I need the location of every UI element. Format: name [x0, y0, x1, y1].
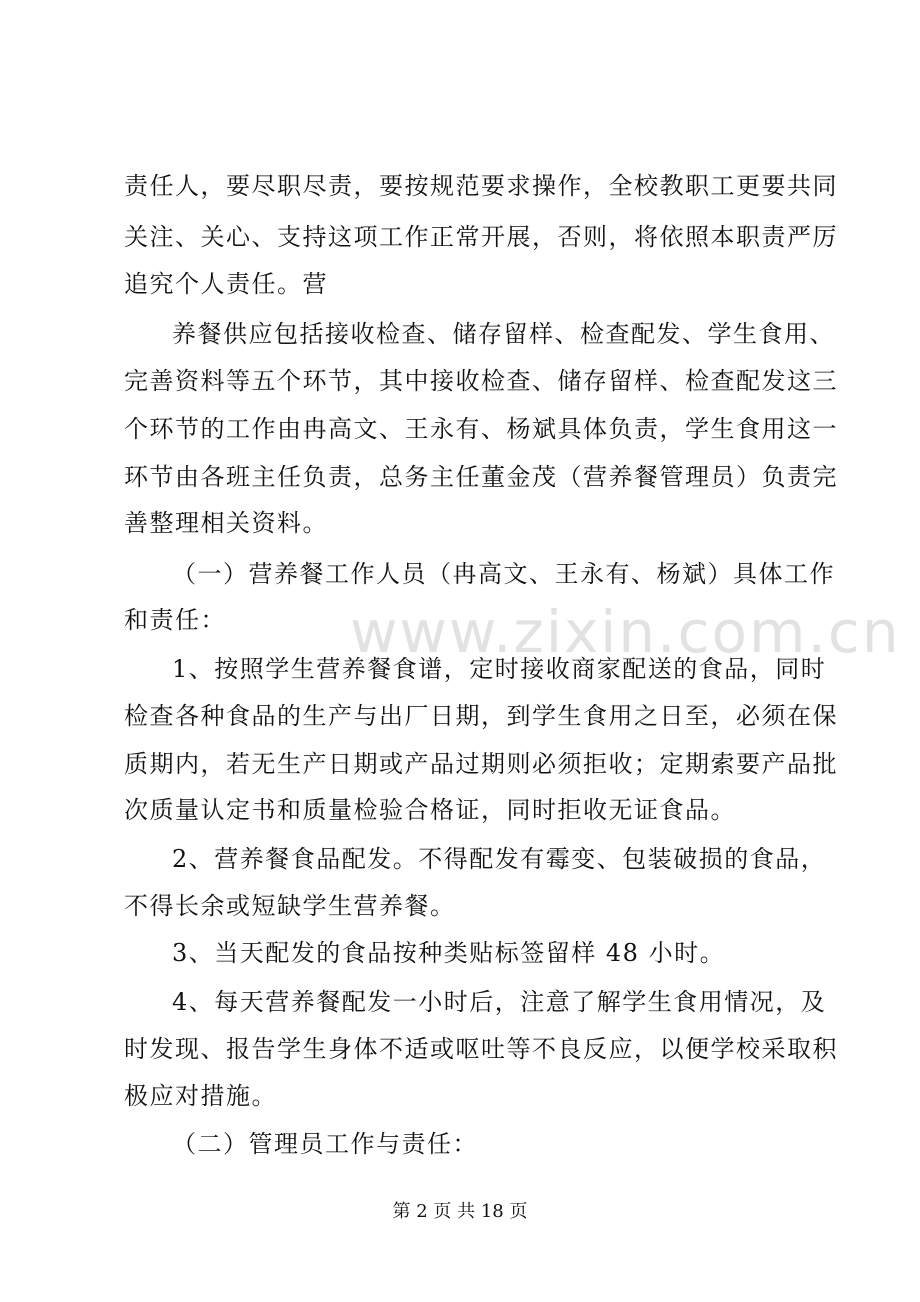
list-item-2: 2、营养餐食品配发。不得配发有霉变、包装破损的食品，: [172, 845, 827, 873]
text-line: 不得长余或短缺学生营养餐。: [124, 892, 456, 920]
section-heading-2: （二）管理员工作与责任：: [172, 1130, 478, 1158]
text-line: 善整理相关资料。: [124, 509, 328, 537]
text-line: 和责任：: [124, 606, 226, 634]
watermark: www.zixin.com.cn: [350, 598, 901, 666]
paragraph-start-line: 养餐供应包括接收检查、储存留样、检查配发、学生食用、: [172, 320, 835, 348]
text-line: 完善资料等五个环节，其中接收检查、储存留样、检查配发这三: [124, 367, 838, 395]
text-line: 检查各种食品的生产与出厂日期，到学生食用之日至，必须在保: [124, 702, 838, 730]
list-item-3: 3、当天配发的食品按种类贴标签留样 48 小时。: [172, 939, 726, 967]
text-line: 时发现、报告学生身体不适或呕吐等不良反应，以便学校采取积: [124, 1035, 838, 1063]
section-heading-1: （一）营养餐工作人员（冉高文、王永有、杨斌）具体工作: [172, 560, 835, 588]
text-line: 关注、关心、支持这项工作正常开展，否则，将依照本职责严厉: [124, 223, 838, 251]
text-line: 次质量认定书和质量检验合格证，同时拒收无证食品。: [124, 796, 736, 824]
text-line: 质期内，若无生产日期或产品过期则必须拒收；定期索要产品批: [124, 750, 838, 778]
list-item-1: 1、按照学生营养餐食谱，定时接收商家配送的食品，同时: [172, 655, 827, 683]
text-line: 责任人，要尽职尽责，要按规范要求操作，全校教职工更要共同: [124, 172, 838, 200]
text-line: 追究个人责任。营: [124, 270, 328, 298]
text-line: 个环节的工作由冉高文、王永有、杨斌具体负责，学生食用这一: [124, 415, 838, 443]
list-item-4: 4、每天营养餐配发一小时后，注意了解学生食用情况，及: [172, 988, 827, 1016]
text-line: 环节由各班主任负责，总务主任董金茂（营养餐管理员）负责完: [124, 463, 838, 491]
text-line: 极应对措施。: [124, 1082, 277, 1110]
page-number: 第 2 页 共 18 页: [392, 1201, 528, 1222]
